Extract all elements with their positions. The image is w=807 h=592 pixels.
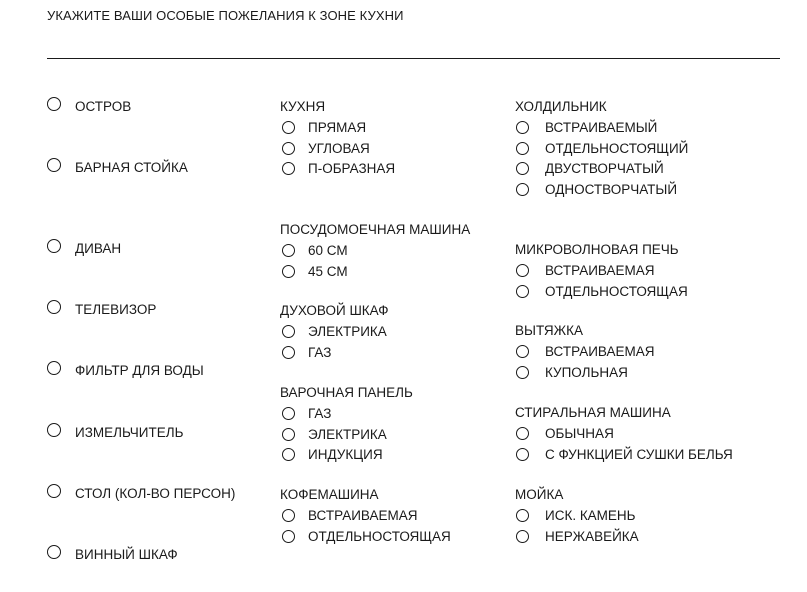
radio-option-label: П-ОБРАЗНАЯ [308,161,396,176]
radio-button[interactable] [516,183,529,196]
radio-option-label: СТОЛ (КОЛ-ВО ПЕРСОН) [75,486,236,501]
radio-option-label: ОДНОСТВОРЧАТЫЙ [545,181,678,197]
radio-button[interactable] [282,121,295,134]
radio-button[interactable] [47,97,61,111]
radio-option-label: ИЗМЕЛЬЧИТЕЛЬ [75,425,184,440]
radio-option-label: ВСТРАИВАЕМАЯ [545,263,655,278]
group-title: ХОЛДИЛЬНИК [515,99,607,114]
radio-button[interactable] [47,300,61,314]
group-title: ВЫТЯЖКА [515,323,583,338]
radio-button[interactable] [282,265,295,278]
group-title: КУХНЯ [280,99,326,114]
radio-option-label: ДИВАН [75,241,122,256]
form-title: УКАЖИТЕ ВАШИ ОСОБЫЕ ПОЖЕЛАНИЯ К ЗОНЕ КУХНИ [47,8,404,23]
radio-button[interactable] [516,530,529,543]
radio-option-label: БАРНАЯ СТОЙКА [75,160,188,175]
radio-button[interactable] [47,484,61,498]
radio-option-label: ВСТРАИВАЕМЫЙ [545,120,658,135]
radio-option-label: ОСТРОВ [75,99,132,114]
radio-option-label: ОТДЕЛЬНОСТОЯЩАЯ [308,528,451,544]
radio-button[interactable] [282,530,295,543]
radio-option-label: УГЛОВАЯ [308,140,370,156]
radio-option-label: ВСТРАИВАЕМАЯ [545,344,655,359]
radio-button[interactable] [47,239,61,253]
group-title: ДУХОВОЙ ШКАФ [280,303,389,318]
radio-button[interactable] [47,545,61,559]
radio-option-label: ОТДЕЛЬНОСТОЯЩИЙ [545,140,689,156]
radio-button[interactable] [282,428,295,441]
radio-option-label: ИНДУКЦИЯ [308,447,383,462]
radio-option-label: ИСК. КАМЕНЬ [545,508,636,523]
radio-option-label: С ФУНКЦИЕЙ СУШКИ БЕЛЬЯ [545,446,733,462]
radio-option-label: ПРЯМАЯ [308,120,367,135]
radio-button[interactable] [516,427,529,440]
group-title: ПОСУДОМОЕЧНАЯ МАШИНА [280,222,471,237]
radio-button[interactable] [47,158,61,172]
radio-option-label: ФИЛЬТР ДЛЯ ВОДЫ [75,363,204,378]
title-underline [47,58,780,59]
group-title: МОЙКА [515,487,564,502]
radio-option-label: ЭЛЕКТРИКА [308,426,387,442]
radio-option-label: ГАЗ [308,406,332,421]
radio-option-label: ОТДЕЛЬНОСТОЯЩАЯ [545,283,688,299]
radio-button[interactable] [47,361,61,375]
radio-option-label: НЕРЖАВЕЙКА [545,528,639,544]
group-title: ВАРОЧНАЯ ПАНЕЛЬ [280,385,413,400]
radio-option-label: ДВУСТВОРЧАТЫЙ [545,161,664,176]
radio-button[interactable] [516,509,529,522]
radio-button[interactable] [282,407,295,420]
radio-button[interactable] [282,509,295,522]
radio-button[interactable] [282,325,295,338]
radio-option-label: 45 СМ [308,263,348,279]
radio-button[interactable] [282,162,295,175]
radio-button[interactable] [516,285,529,298]
group-title: КОФЕМАШИНА [280,487,379,502]
radio-button[interactable] [282,142,295,155]
radio-button[interactable] [516,448,529,461]
radio-option-label: ВИННЫЙ ШКАФ [75,547,178,562]
radio-button[interactable] [282,448,295,461]
radio-button[interactable] [516,142,529,155]
radio-button[interactable] [516,345,529,358]
radio-option-label: КУПОЛЬНАЯ [545,364,628,380]
group-title: МИКРОВОЛНОВАЯ ПЕЧЬ [515,242,679,257]
radio-option-label: ОБЫЧНАЯ [545,426,614,441]
radio-button[interactable] [282,346,295,359]
radio-option-label: ЭЛЕКТРИКА [308,324,387,339]
radio-button[interactable] [516,366,529,379]
radio-button[interactable] [516,264,529,277]
radio-option-label: ВСТРАИВАЕМАЯ [308,508,418,523]
radio-button[interactable] [516,162,529,175]
group-title: СТИРАЛЬНАЯ МАШИНА [515,405,671,420]
radio-button[interactable] [282,244,295,257]
radio-option-label: 60 СМ [308,243,348,258]
radio-button[interactable] [47,423,61,437]
radio-button[interactable] [516,121,529,134]
radio-option-label: ТЕЛЕВИЗОР [75,302,157,317]
radio-option-label: ГАЗ [308,344,332,360]
